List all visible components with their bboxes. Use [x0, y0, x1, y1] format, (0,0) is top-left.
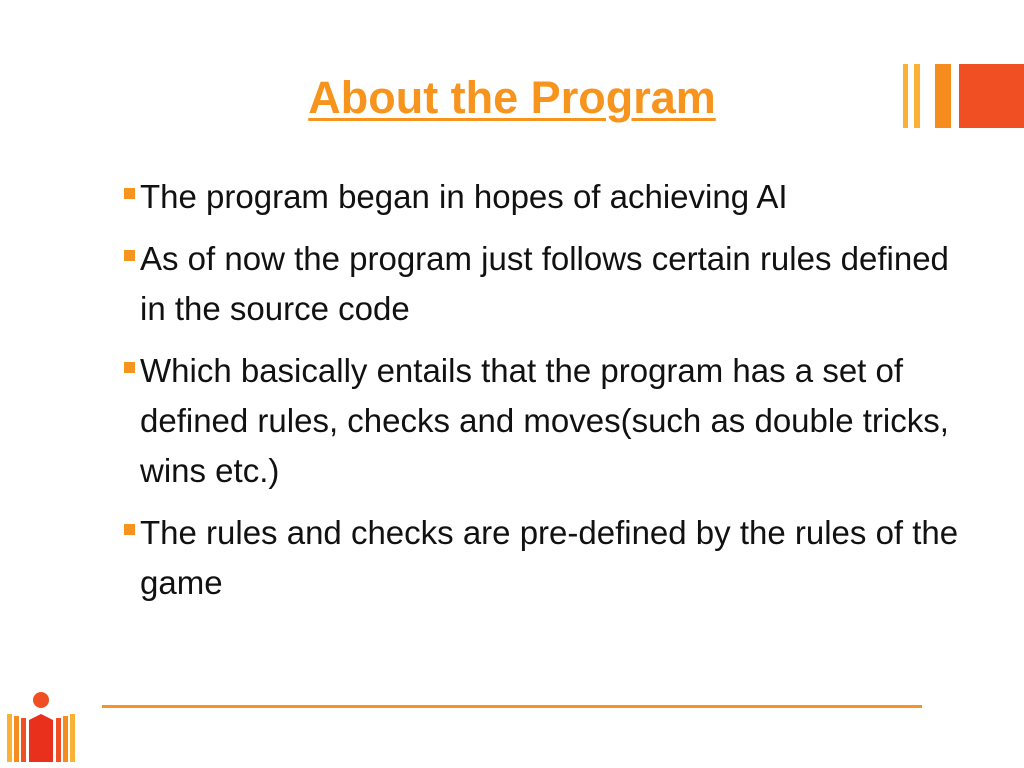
accent-bar-yellow-thin: [903, 64, 908, 128]
bullet-text: The program began in hopes of achieving AI: [140, 178, 788, 215]
bullet-item: [120, 508, 960, 608]
bottom-rule: [102, 705, 922, 708]
accent-bar-red: [959, 64, 1024, 128]
square-bullet-icon: [124, 524, 135, 535]
bullet-item: [120, 234, 960, 334]
accent-bar-orange: [935, 64, 951, 128]
square-bullet-icon: [124, 362, 135, 373]
bullet-text: Which basically entails that the program has a set of defined rules, checks and moves(such as double tricks, wins etc.): [140, 352, 949, 489]
bullet-item: [120, 346, 960, 496]
square-bullet-icon: [124, 188, 135, 199]
bullet-list: [120, 172, 960, 620]
open-book-person-logo-icon: [5, 690, 81, 764]
bullet-item: [120, 172, 960, 222]
slide-title: About the Program: [308, 72, 716, 123]
bullet-text: The rules and checks are pre-defined by the rules of the game: [140, 514, 959, 601]
accent-bar-yellow: [914, 64, 920, 128]
bullet-text: As of now the program just follows certain rules defined in the source code: [140, 240, 949, 327]
square-bullet-icon: [124, 250, 135, 261]
